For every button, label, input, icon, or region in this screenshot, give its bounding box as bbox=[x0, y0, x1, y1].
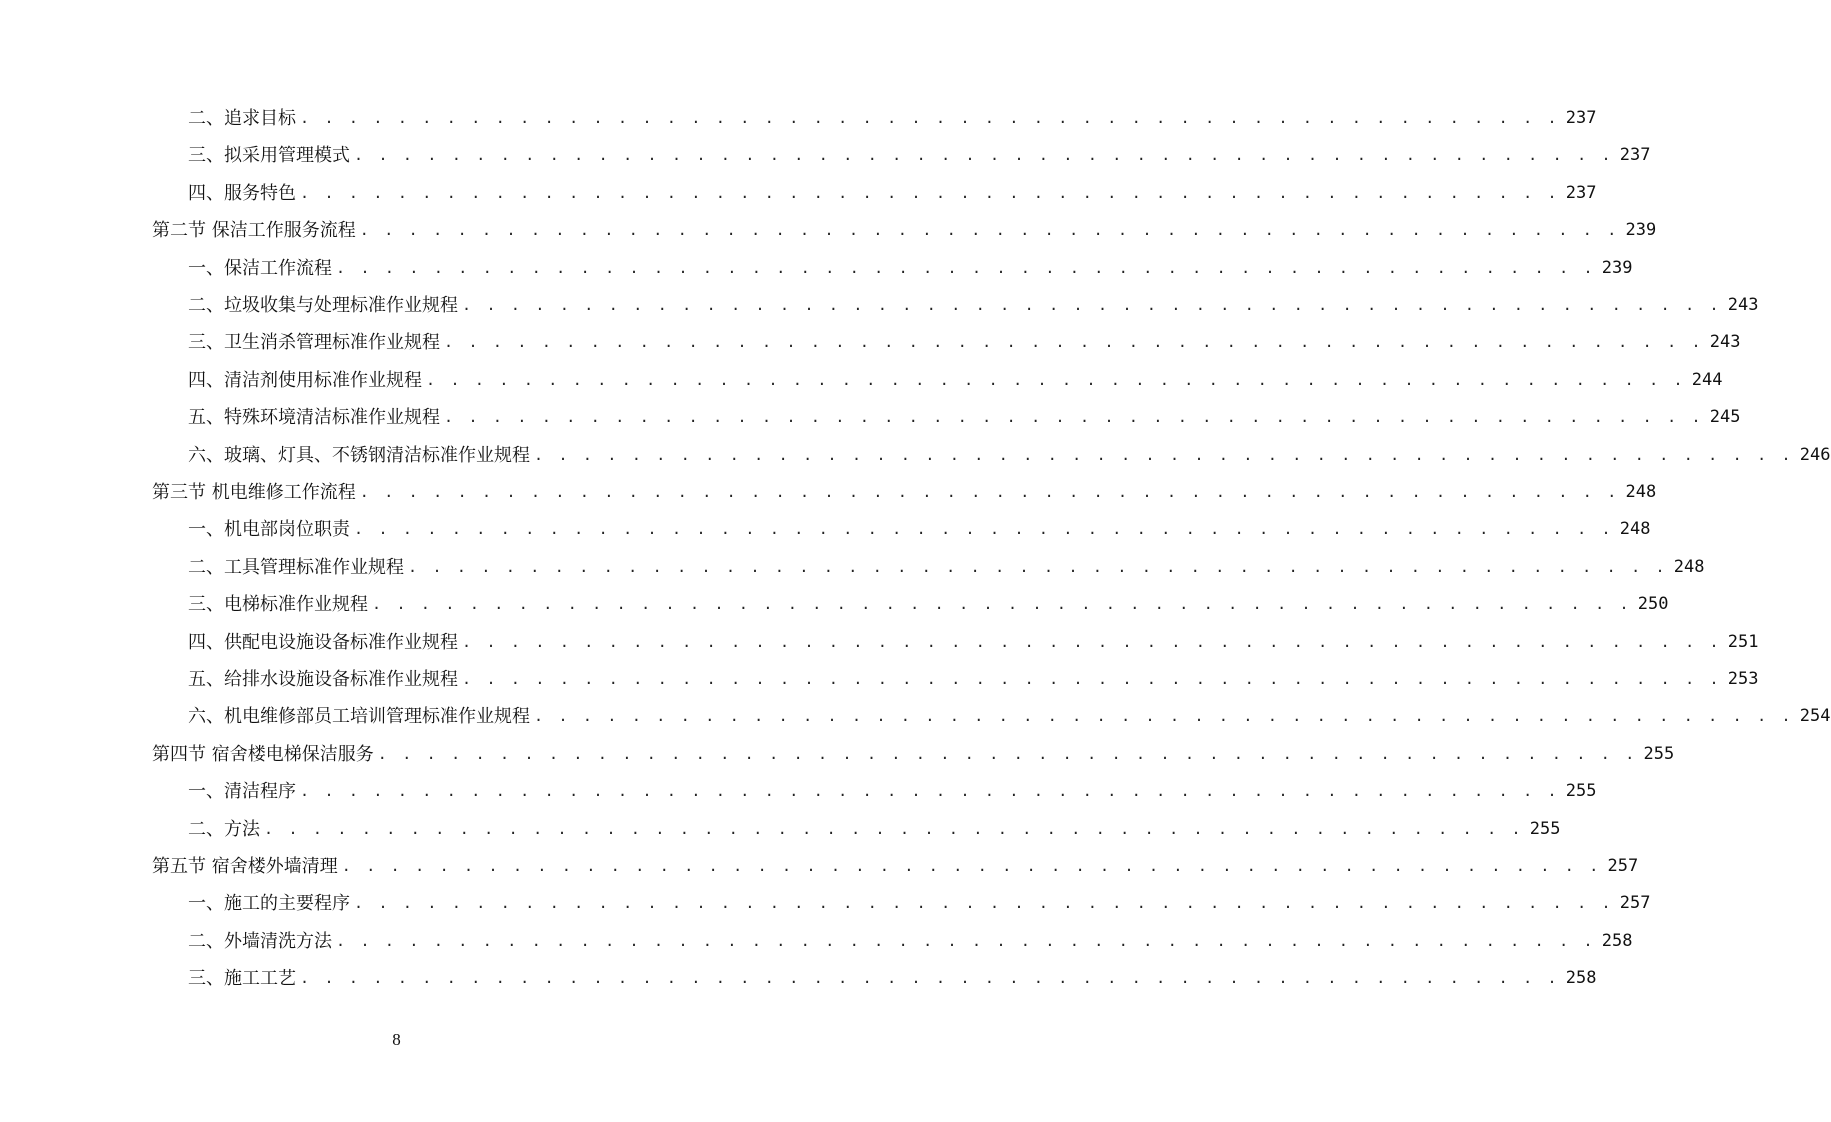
toc-subsection-entry[interactable] bbox=[188, 137, 1651, 174]
toc-subsection-entry[interactable] bbox=[188, 175, 1597, 212]
dot-leader: . . . . . . . . . . . . . . . . . . . . . . . . . . . . . . . . . . . . . . . . . . . . . . . . . . . . bbox=[264, 819, 1524, 838]
dot-leader: . . . . . . . . . . . . . . . . . . . . . . . . . . . . . . . . . . . . . . . . . . . . . . . . . . . . bbox=[359, 221, 1620, 240]
toc-entry-page: 237 bbox=[1565, 182, 1597, 203]
toc-subsection-entry[interactable] bbox=[188, 287, 1759, 324]
toc-entry-label: 三、拟采用管理模式 bbox=[188, 145, 350, 167]
toc-entry-label: 四、服务特色 bbox=[188, 182, 296, 204]
toc-entry-label: 三、施工工艺 bbox=[188, 968, 296, 990]
toc-entry-label: 五、特殊环境清洁标准作业规程 bbox=[188, 407, 440, 429]
toc-entry-label: 三、卫生消杀管理标准作业规程 bbox=[188, 332, 440, 354]
dot-leader: . . . . . . . . . . . . . . . . . . . . . . . . . . . . . . . . . . . . . . . . . . . . . . . . . . . . bbox=[462, 632, 1722, 651]
toc-entry-page: 255 bbox=[1565, 781, 1597, 802]
toc-subsection-entry[interactable] bbox=[188, 661, 1759, 698]
dot-leader: . . . . . . . . . . . . . . . . . . . . . . . . . . . . . . . . . . . . . . . . . . . . . . . . . . . . bbox=[354, 146, 1614, 165]
dot-leader: . . . . . . . . . . . . . . . . . . . . . . . . . . . . . . . . . . . . . . . . . . . . . . . . . . . . bbox=[300, 109, 1560, 127]
toc-entry-page: 239 bbox=[1625, 220, 1657, 241]
dot-leader: . . . . . . . . . . . . . . . . . . . . . . . . . . . . . . . . . . . . . . . . . . . . . . . . . . . . bbox=[444, 408, 1704, 427]
toc-entry-page: 250 bbox=[1637, 594, 1669, 615]
toc-subsection-entry[interactable] bbox=[188, 960, 1597, 997]
toc-entry-page: 255 bbox=[1643, 743, 1675, 764]
toc-subsection-entry[interactable] bbox=[188, 698, 1831, 735]
toc-subsection-entry[interactable] bbox=[188, 624, 1759, 661]
dot-leader: . . . . . . . . . . . . . . . . . . . . . . . . . . . . . . . . . . . . . . . . . . . . . . . . . . . . bbox=[354, 894, 1614, 913]
toc-entry-page: 257 bbox=[1607, 856, 1639, 876]
toc-entry-page: 248 bbox=[1619, 519, 1651, 540]
toc-subsection-entry[interactable] bbox=[188, 362, 1723, 399]
toc-entry-page: 244 bbox=[1691, 369, 1723, 390]
toc-entry-label: 一、施工的主要程序 bbox=[188, 893, 350, 915]
dot-leader: . . . . . . . . . . . . . . . . . . . . . . . . . . . . . . . . . . . . . . . . . . . . . . . . . . . . bbox=[377, 744, 1638, 763]
toc-entry-label: 四、清洁剂使用标准作业规程 bbox=[188, 369, 422, 391]
dot-leader: . . . . . . . . . . . . . . . . . . . . . . . . . . . . . . . . . . . . . . . . . . . . . . . . . . . . bbox=[426, 370, 1686, 389]
dot-leader: . . . . . . . . . . . . . . . . . . . . . . . . . . . . . . . . . . . . . . . . . . . . . . . . . . . . bbox=[462, 670, 1722, 688]
toc-subsection-entry[interactable] bbox=[188, 773, 1597, 810]
toc-subsection-entry[interactable] bbox=[188, 100, 1597, 137]
toc-entry-page: 253 bbox=[1727, 669, 1759, 689]
toc-entry-label: 六、玻璃、灯具、不锈钢清洁标准作业规程 bbox=[188, 444, 530, 466]
toc-subsection-entry[interactable] bbox=[188, 811, 1561, 848]
dot-leader: . . . . . . . . . . . . . . . . . . . . . . . . . . . . . . . . . . . . . . . . . . . . . . . . . . . . bbox=[408, 557, 1668, 576]
toc-entry-page: 251 bbox=[1727, 631, 1759, 652]
toc-entry-label: 二、工具管理标准作业规程 bbox=[188, 556, 404, 578]
toc-entry-page: 258 bbox=[1601, 930, 1633, 951]
toc-entry-label: 二、外墙清洗方法 bbox=[188, 930, 332, 952]
toc-entry-label: 第四节 宿舍楼电梯保洁服务 bbox=[152, 743, 374, 765]
dot-leader: . . . . . . . . . . . . . . . . . . . . . . . . . . . . . . . . . . . . . . . . . . . . . . . . . . . . bbox=[534, 445, 1794, 464]
toc-entry-page: 257 bbox=[1619, 893, 1651, 914]
toc-subsection-entry[interactable] bbox=[188, 549, 1705, 586]
toc-entry-page: 254 bbox=[1799, 706, 1831, 727]
toc-entry-page: 255 bbox=[1529, 818, 1561, 839]
toc-entry-page: 237 bbox=[1619, 145, 1651, 166]
toc-subsection-entry[interactable] bbox=[188, 885, 1651, 922]
toc-entry-label: 一、机电部岗位职责 bbox=[188, 519, 350, 541]
toc-entry-page: 245 bbox=[1709, 407, 1741, 428]
toc-entry-page: 246 bbox=[1799, 444, 1831, 465]
dot-leader: . . . . . . . . . . . . . . . . . . . . . . . . . . . . . . . . . . . . . . . . . . . . . . . . . . . . bbox=[359, 483, 1620, 501]
toc-entry-page: 237 bbox=[1565, 108, 1597, 128]
toc-entry-page: 258 bbox=[1565, 968, 1597, 989]
toc-section-entry[interactable] bbox=[152, 736, 1675, 773]
dot-leader: . . . . . . . . . . . . . . . . . . . . . . . . . . . . . . . . . . . . . . . . . . . . . . . . . . . . bbox=[300, 782, 1560, 801]
dot-leader: . . . . . . . . . . . . . . . . . . . . . . . . . . . . . . . . . . . . . . . . . . . . . . . . . . . . bbox=[341, 857, 1602, 875]
toc-entry-page: 243 bbox=[1709, 332, 1741, 353]
dot-leader: . . . . . . . . . . . . . . . . . . . . . . . . . . . . . . . . . . . . . . . . . . . . . . . . . . . . bbox=[336, 258, 1596, 277]
toc-entry-label: 四、供配电设施设备标准作业规程 bbox=[188, 631, 458, 653]
toc-entry-label: 第二节 保洁工作服务流程 bbox=[152, 220, 356, 242]
toc-entry-label: 一、清洁程序 bbox=[188, 781, 296, 803]
dot-leader: . . . . . . . . . . . . . . . . . . . . . . . . . . . . . . . . . . . . . . . . . . . . . . . . . . . . bbox=[372, 595, 1632, 614]
toc-entry-label: 第三节 机电维修工作流程 bbox=[152, 482, 356, 503]
dot-leader: . . . . . . . . . . . . . . . . . . . . . . . . . . . . . . . . . . . . . . . . . . . . . . . . . . . . bbox=[354, 520, 1614, 539]
toc-subsection-entry[interactable] bbox=[188, 923, 1633, 960]
toc-entry-label: 二、方法 bbox=[188, 818, 260, 840]
toc-entry-label: 三、电梯标准作业规程 bbox=[188, 594, 368, 616]
toc-section-entry[interactable] bbox=[152, 848, 1639, 885]
toc-entry-label: 一、保洁工作流程 bbox=[188, 257, 332, 279]
dot-leader: . . . . . . . . . . . . . . . . . . . . . . . . . . . . . . . . . . . . . . . . . . . . . . . . . . . . bbox=[300, 969, 1560, 988]
dot-leader: . . . . . . . . . . . . . . . . . . . . . . . . . . . . . . . . . . . . . . . . . . . . . . . . . . . . bbox=[534, 707, 1794, 726]
toc-entry-page: 248 bbox=[1673, 556, 1705, 577]
toc-subsection-entry[interactable] bbox=[188, 324, 1741, 361]
toc-entry-label: 二、垃圾收集与处理标准作业规程 bbox=[188, 295, 458, 316]
toc-section-entry[interactable] bbox=[152, 474, 1657, 511]
toc-subsection-entry[interactable] bbox=[188, 586, 1669, 623]
dot-leader: . . . . . . . . . . . . . . . . . . . . . . . . . . . . . . . . . . . . . . . . . . . . . . . . . . . . bbox=[336, 931, 1596, 950]
toc-entry-page: 248 bbox=[1625, 482, 1657, 502]
dot-leader: . . . . . . . . . . . . . . . . . . . . . . . . . . . . . . . . . . . . . . . . . . . . . . . . . . . . bbox=[444, 333, 1704, 352]
toc-subsection-entry[interactable] bbox=[188, 437, 1831, 474]
page-number: 8 bbox=[392, 1030, 401, 1049]
dot-leader: . . . . . . . . . . . . . . . . . . . . . . . . . . . . . . . . . . . . . . . . . . . . . . . . . . . . bbox=[300, 183, 1560, 202]
toc-entry-label: 第五节 宿舍楼外墙清理 bbox=[152, 856, 338, 877]
toc-subsection-entry[interactable] bbox=[188, 250, 1633, 287]
toc-entry-label: 五、给排水设施设备标准作业规程 bbox=[188, 669, 458, 690]
toc-entry-label: 六、机电维修部员工培训管理标准作业规程 bbox=[188, 706, 530, 728]
toc-entry-page: 239 bbox=[1601, 257, 1633, 278]
toc-subsection-entry[interactable] bbox=[188, 399, 1741, 436]
toc-subsection-entry[interactable] bbox=[188, 511, 1651, 548]
dot-leader: . . . . . . . . . . . . . . . . . . . . . . . . . . . . . . . . . . . . . . . . . . . . . . . . . . . . bbox=[462, 296, 1722, 314]
toc-entry-label: 二、追求目标 bbox=[188, 108, 296, 129]
toc-section-entry[interactable] bbox=[152, 212, 1657, 249]
toc-entry-page: 243 bbox=[1727, 295, 1759, 315]
